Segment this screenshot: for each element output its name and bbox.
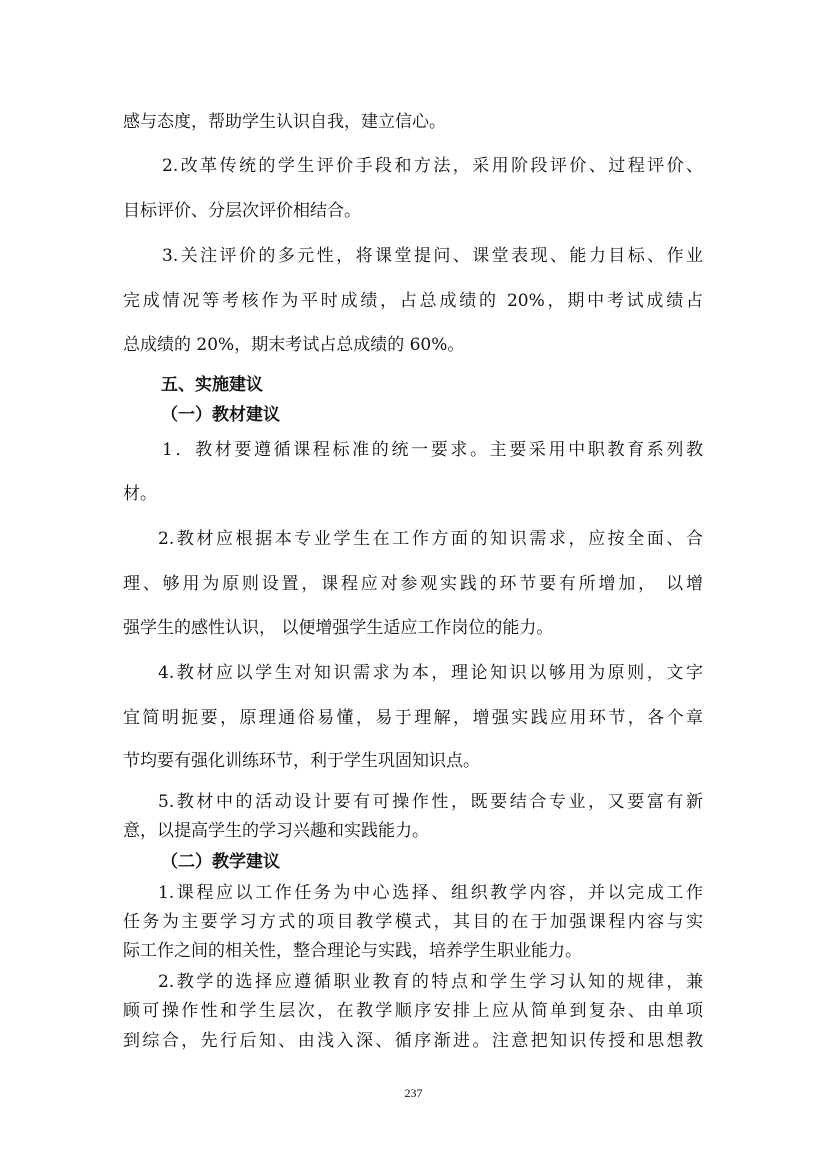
paragraph-line: 2.改革传统的学生评价手段和方法，采用阶段评价、过程评价、 <box>162 156 703 176</box>
paragraph-line: 4.教材应以学生对知识需求为本，理论知识以够用为原则，文字 <box>158 663 703 683</box>
paragraph-line: 1.课程应以工作任务为中心选择、组织教学内容，并以完成工作 <box>158 883 703 903</box>
paragraph-line: 任务为主要学习方式的项目教学模式，其目的在于加强课程内容与实 <box>123 912 703 932</box>
paragraph-line: 理、够用为原则设置，课程应对参观实践的环节要有所增加， 以增 <box>123 574 703 594</box>
paragraph-line: 际工作之间的相关性，整合理论与实践，培养学生职业能力。 <box>123 941 582 961</box>
paragraph-line: 1．教材要遵循课程标准的统一要求。主要采用中职教育系列教 <box>162 440 703 460</box>
page-number: 237 <box>404 1086 423 1100</box>
paragraph-line: 强学生的感性认识， 以便增强学生适应工作岗位的能力。 <box>123 618 554 638</box>
paragraph-line: 材。 <box>123 484 157 504</box>
paragraph-line: 2.教学的选择应遵循职业教育的特点和学生学习认知的规律，兼 <box>158 972 703 992</box>
paragraph-line: 节均要有强化训练环节，利于学生巩固知识点。 <box>123 751 480 771</box>
paragraph-line: 到综合，先行后知、由浅入深、循序渐进。注意把知识传授和思想教 <box>123 1031 703 1051</box>
paragraph-line: 3.关注评价的多元性，将课堂提问、课堂表现、能力目标、作业 <box>162 246 703 266</box>
subsection-heading: （一）教材建议 <box>161 405 280 425</box>
paragraph-line: 感与态度，帮助学生认识自我，建立信心。 <box>123 112 446 132</box>
paragraph-line: 目标评价、分层次评价相结合。 <box>123 201 361 221</box>
paragraph-line: 顾可操作性和学生层次，在教学顺序安排上应从简单到复杂、由单项 <box>123 1001 703 1021</box>
paragraph-line: 5.教材中的活动设计要有可操作性，既要结合专业，又要富有新 <box>158 792 703 812</box>
paragraph-line: 总成绩的 20%，期末考试占总成绩的 60%。 <box>123 335 465 355</box>
section-heading: 五、实施建议 <box>161 375 263 395</box>
paragraph-line: 意，以提高学生的学习兴趣和实践能力。 <box>123 821 429 841</box>
paragraph-line: 完成情况等考核作为平时成绩，占总成绩的 20%，期中考试成绩占 <box>123 291 703 311</box>
subsection-heading: （二）教学建议 <box>161 852 280 872</box>
paragraph-line: 宜简明扼要，原理通俗易懂，易于理解，增强实践应用环节，各个章 <box>123 708 703 728</box>
paragraph-line: 2.教材应根据本专业学生在工作方面的知识需求，应按全面、合 <box>158 529 703 549</box>
